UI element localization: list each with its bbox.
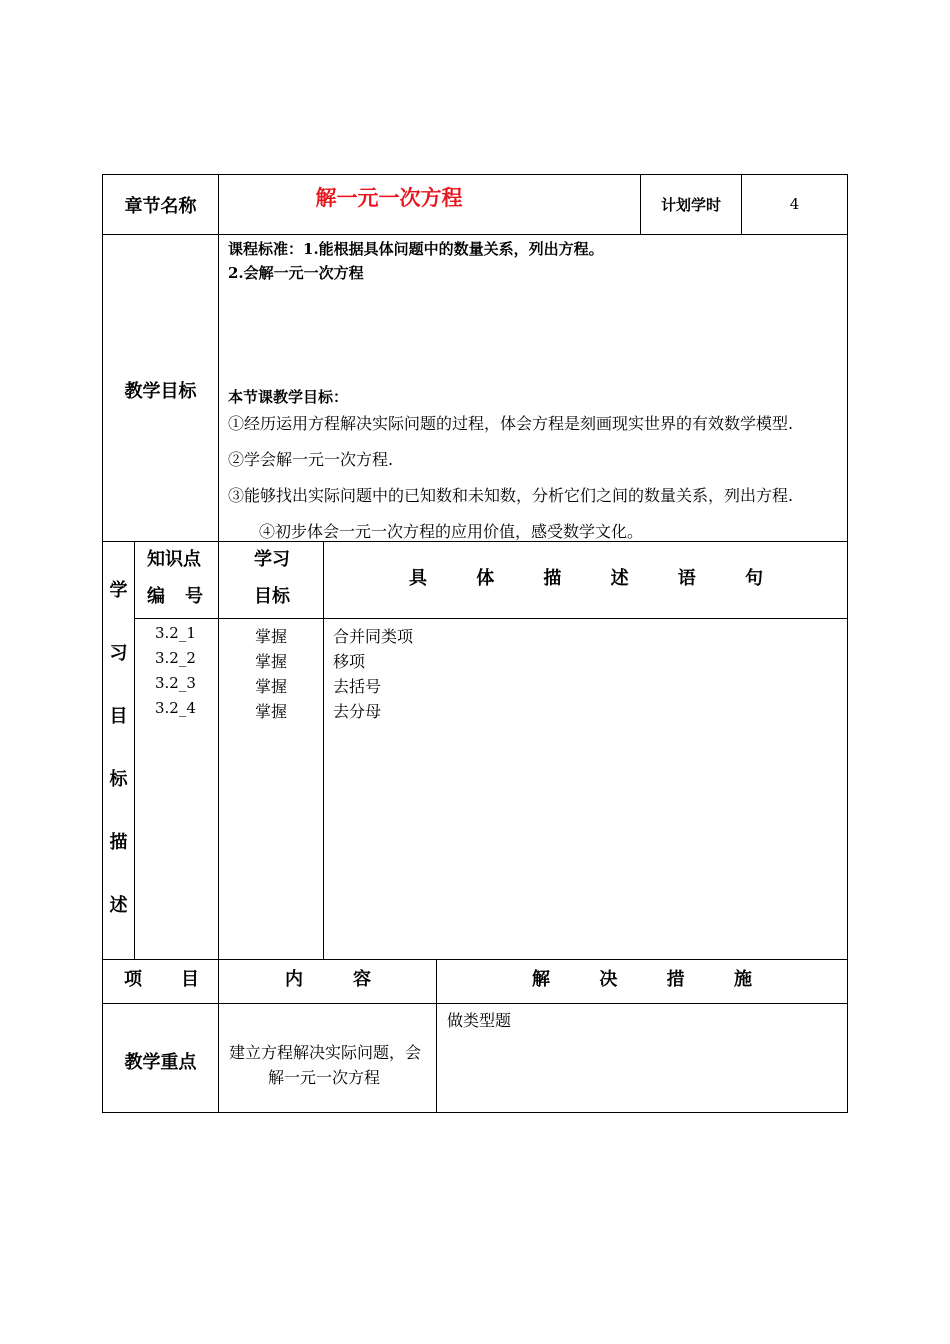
row-description: 移项 xyxy=(333,652,366,671)
mastery-level: 掌握 xyxy=(255,652,288,671)
side-label-char: 述 xyxy=(109,895,128,916)
code-header: 编 号 xyxy=(147,586,203,607)
table-row xyxy=(135,674,847,699)
hours-label: 计划学时 xyxy=(660,196,721,214)
chapter-label: 章节名称 xyxy=(124,196,197,217)
key-content-line2: 解一元一次方程 xyxy=(268,1068,381,1087)
objective-item-3: ③能够找出实际问题中的已知数和未知数，分析它们之间的数量关系，列出方程. xyxy=(228,486,794,505)
item-header: 项 目 xyxy=(124,969,199,990)
key-points-label: 教学重点 xyxy=(124,1052,197,1073)
side-label-char: 目 xyxy=(109,706,128,727)
side-label-char: 习 xyxy=(109,643,128,664)
row-description: 去括号 xyxy=(333,677,382,696)
table-row xyxy=(135,649,847,674)
target-header: 目标 xyxy=(254,586,290,607)
key-measure: 做类型题 xyxy=(447,1011,512,1030)
objectives-label: 教学目标 xyxy=(124,381,197,402)
knowledge-code: 3.2_3 xyxy=(155,674,196,692)
side-label-char: 学 xyxy=(109,580,128,601)
table-row xyxy=(135,699,847,724)
side-label-char: 描 xyxy=(109,832,128,853)
knowledge-code: 3.2_1 xyxy=(155,624,196,642)
key-content-line1: 建立方程解决实际问题，会 xyxy=(229,1043,422,1062)
objective-item-4: ④初步体会一元一次方程的应用价值，感受数学文化。 xyxy=(259,522,644,541)
knowledge-code: 3.2_2 xyxy=(155,649,196,667)
mastery-level: 掌握 xyxy=(255,677,288,696)
row-description: 去分母 xyxy=(333,702,382,721)
measures-header: 解 决 措 施 xyxy=(532,969,752,990)
hours-value: 4 xyxy=(789,195,800,213)
objective-item-1: ①经历运用方程解决实际问题的过程，体会方程是刻画现实世界的有效数学模型. xyxy=(228,414,794,433)
chapter-title: 解一元一次方程 xyxy=(315,185,463,210)
course-standard-line2: 2.会解一元一次方程 xyxy=(228,264,364,282)
course-standard-line1: 课程标准：1.能根据具体问题中的数量关系，列出方程。 xyxy=(228,240,604,258)
study-header: 学习 xyxy=(254,549,290,570)
content-header: 内 容 xyxy=(285,969,371,990)
mastery-level: 掌握 xyxy=(255,702,288,721)
mastery-level: 掌握 xyxy=(255,627,288,646)
side-label-char: 标 xyxy=(109,769,128,790)
knowledge-point-header: 知识点 xyxy=(147,549,201,570)
description-header: 具 体 描 述 语 句 xyxy=(409,568,763,589)
table-row xyxy=(135,624,847,649)
row-description: 合并同类项 xyxy=(333,627,414,646)
lesson-objectives-heading: 本节课教学目标： xyxy=(228,388,349,406)
objective-item-2: ②学会解一元一次方程. xyxy=(228,450,394,469)
knowledge-code: 3.2_4 xyxy=(155,699,196,717)
